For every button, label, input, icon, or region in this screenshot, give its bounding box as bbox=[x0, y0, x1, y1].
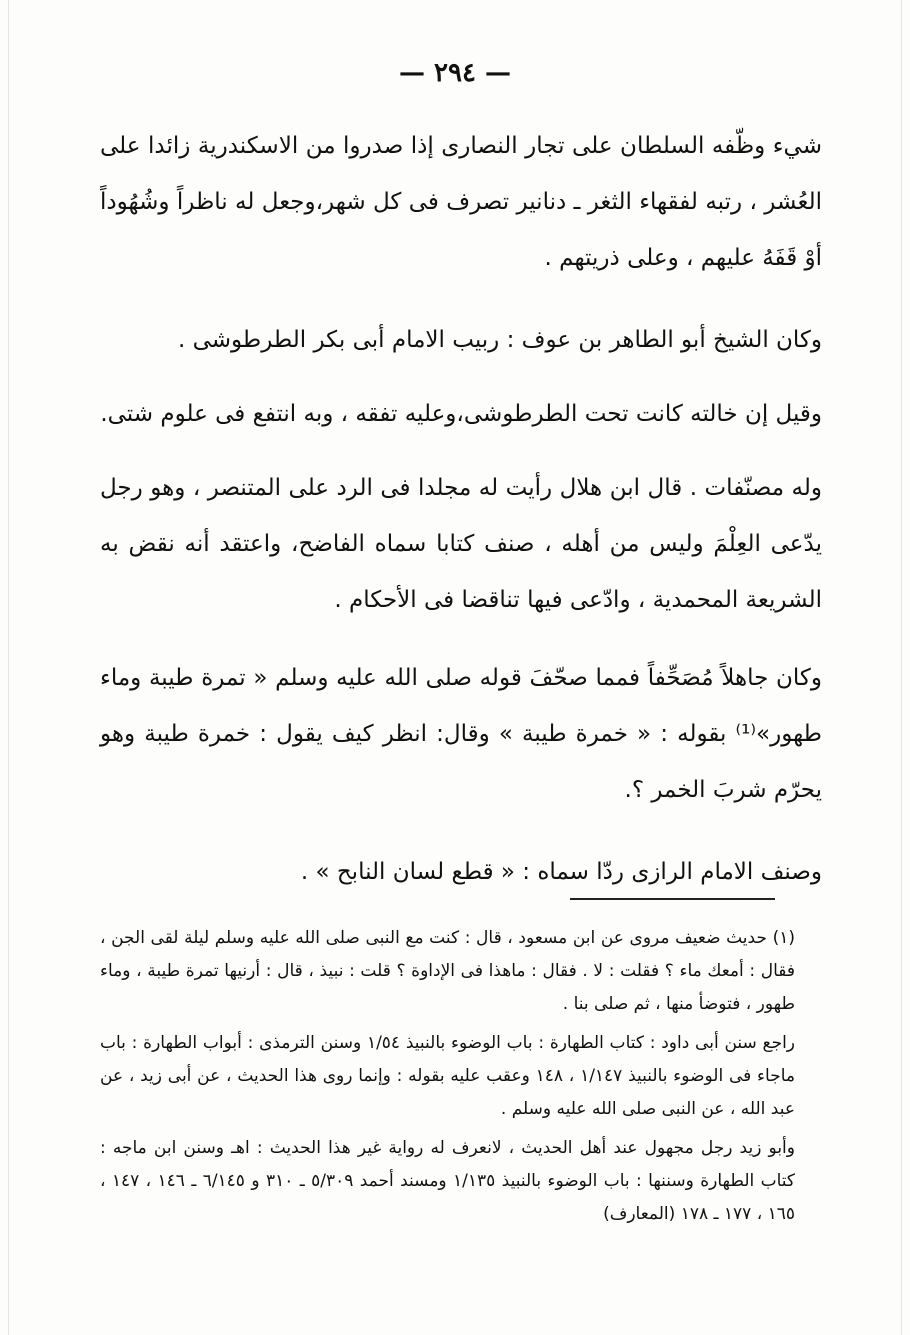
paragraph: شيء وظّفه السلطان على تجار النصارى إذا صدروا من الاسكندرية زائدا على العُشر ، رتبه لفقهاء الثغر ـ دنانير تصرف فى كل شهر،وجعل له ناظراً وشُهُوداً أوْ قَفَهُ عليهم ، وعلى ذريتهم . bbox=[100, 133, 822, 271]
footnote-paragraph: (١) حديث ضعيف مروى عن ابن مسعود ، قال : كنت مع النبى صلى الله عليه وسلم ليلة لقى الجن ، فقال : أمعك ماء ؟ فقلت : لا . فقال : ماهذا فى الإداوة ؟ قلت : نبيذ ، قال : أرنيها تمرة طيبة ، وماء طهور ، فتوضأ منها ، ثم صلى بنا . bbox=[100, 928, 795, 1014]
paragraph: وله مصنّفات . قال ابن هلال رأيت له مجلدا فى الرد على المتنصر ، وهو رجل يدّعى العِلْمَ وليس من أهله ، صنف كتابا سماه الفاضح، واعتقد أنه نقض به الشريعة المحمدية ، وادّعى فيها تناقضا فى الأحكام . bbox=[100, 475, 822, 613]
page-number: — ٢٩٤ — bbox=[398, 58, 512, 88]
page-edge-left bbox=[8, 0, 9, 1335]
paragraph: وكان الشيخ أبو الطاهر بن عوف : ربيب الامام أبى بكر الطرطوشى . bbox=[177, 327, 822, 353]
paragraph: وقيل إن خالته كانت تحت الطرطوشى،وعليه تفقه ، وبه انتفع فى علوم شتى. bbox=[100, 401, 822, 427]
paragraph: وكان جاهلاً مُصَحِّفاً فمما صحّفَ قوله صلى الله عليه وسلم « تمرة طيبة وماء طهور»⁽¹⁾ بقوله : « خمرة طيبة » وقال: انظر كيف يقول : خمرة طيبة وهو يحرّم شربَ الخمر ؟. bbox=[100, 665, 822, 803]
footnote-separator bbox=[570, 898, 775, 900]
main-text bbox=[100, 118, 822, 900]
page-edge-right bbox=[901, 0, 902, 1335]
paragraph: وصنف الامام الرازى ردّا سماه : « قطع لسان النابح » . bbox=[300, 859, 822, 885]
footnote-paragraph: وأبو زيد رجل مجهول عند أهل الحديث ، لانعرف له رواية غير هذا الحديث : اهـ وسنن ابن ماجه : كتاب الطهارة وسننها : باب الوضوء بالنبيذ ١/١٣٥ ومسند أحمد ٥/٣٠٩ ـ ٣١٠ و ٦/١٤٥ ـ ١٤٦ ، ١٤٧ ، ١٦٥ ، ١٧٧ ـ ١٧٨ (المعارف) bbox=[100, 1138, 796, 1224]
footnote-paragraph: راجع سنن أبى داود : كتاب الطهارة : باب الوضوء بالنبيذ ١/٥٤ وسنن الترمذى : أبواب الطهارة : باب ماجاء فى الوضوء بالنبيذ ١/١٤٧ ، ١٤٨ وعقب عليه بقوله : وإنما روى هذا الحديث ، عن أبى زيد ، عن عبد الله ، عن النبى صلى الله عليه وسلم . bbox=[100, 1033, 796, 1119]
footnotes bbox=[100, 922, 795, 1231]
